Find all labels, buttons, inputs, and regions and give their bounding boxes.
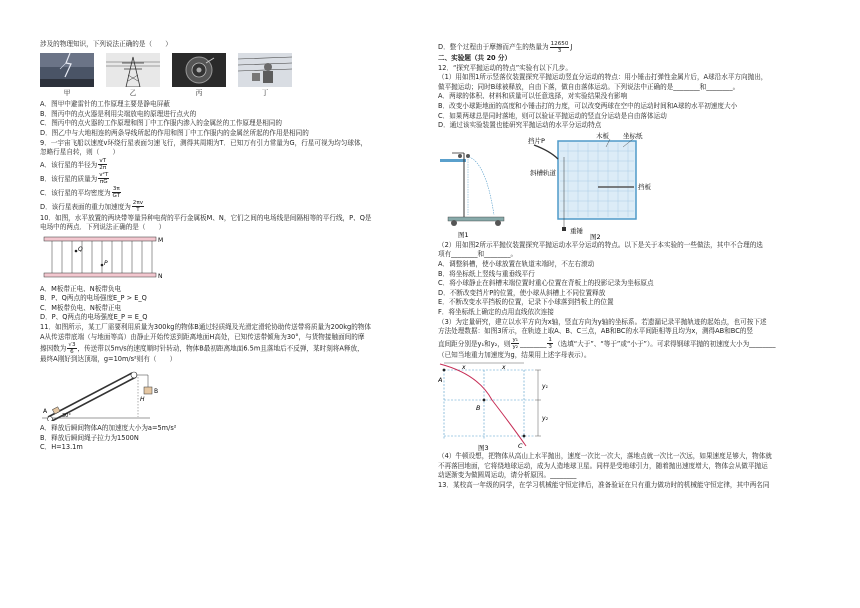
q11-stem-3: 擦因数为 $\frac{√3}{6}$ ，传送带以5m/s的速度顺时针转动，物体B最初距离地面6.5m且落地后不反弹，某时刻将A释放， — [40, 342, 364, 356]
fig3-caption: 图3 — [478, 444, 489, 453]
q8-photo-captions — [40, 89, 412, 99]
q8-stem-tail: 涉及的物理知识，下列说法正确的是（ ） — [40, 40, 172, 48]
figure-1 — [440, 153, 504, 239]
heat-fraction: $\frac{12650}{3}$ — [550, 40, 569, 54]
point-b-label: B — [476, 404, 481, 413]
height-h-label: H — [140, 395, 145, 403]
q13-stem: 13．某校高一年级的同学，在学习机械能守恒定律后，准备验证在只有重力做功时的机械能守恒定律，其中两名同 — [438, 481, 770, 490]
block-a-label: A — [43, 407, 48, 415]
fig1-caption: 图1 — [458, 230, 469, 239]
q11-option-d: D．整个过程由于摩擦而产生的热量为 $\frac{12650}{3}$ J — [438, 40, 573, 54]
mu-fraction: $\frac{√3}{6}$ — [68, 342, 76, 356]
q11-figure — [40, 365, 412, 425]
fraction: $\frac{3\pi}{GT}$ — [112, 186, 121, 200]
q10-option-b: B．P、Q两点的电场强度E_P > E_Q — [40, 294, 147, 303]
q8-option-d: D．图乙中与大地相连的两条导线所起的作用和图丁中工作服内的金属丝所起的作用是相同的 — [40, 128, 309, 137]
caption-bing: 丙 — [195, 88, 203, 97]
fraction: $\frac{vT}{2\pi}$ — [99, 158, 107, 172]
left-column — [40, 40, 412, 453]
q10-stem: 10．如图，水平放置的两块带等量异种电荷的平行金属板M、N，它们之间的电场线是间隔相等的平行线，P、Q是 — [40, 213, 372, 222]
q12-part1-line2: 做平抛运动；同时B球被释放，自由下落，做自由落体运动。下列说法中正确的是________和________。 — [438, 82, 740, 91]
ratio-fraction: $\frac{\text{y₁}}{\text{y₂}}$ — [512, 337, 518, 351]
q12-part2-line1: （2）用如图2所示平抛仪装置探究平抛运动水平分运动的特点。以下是关于本实验的一些做法，其中不合理的选 — [438, 240, 763, 249]
q12-part1-option-d: D．通过该实验装置也能研究平抛运动的水平分运动特点 — [438, 121, 602, 130]
q10-figure — [40, 233, 412, 285]
point-c-label: C — [518, 442, 523, 451]
angle-label: 30° — [62, 412, 71, 419]
section-title: 二、实验题（共 20 分） — [438, 54, 512, 62]
caption-jia: 甲 — [63, 88, 71, 97]
q12-part1-option-c: C．如果两球总是同时落地，则可以验证平抛运动的竖直分运动是自由落体运动 — [438, 111, 667, 120]
baffle-p-label: 挡片P — [528, 136, 545, 145]
x2-label: x — [502, 364, 506, 372]
figure-2 — [528, 131, 652, 241]
q11-stem-4: 最终A刚好到达顶端，g=10m/s²则有（ ） — [40, 355, 177, 364]
q9-option-b: B．该行星的质量为 $\frac{\text{v²T}}{\pi G}$ — [40, 172, 109, 186]
q9-stem-2: 忽略行星自转，则（ ） — [40, 148, 120, 157]
q12-part2-option-a: A．调整斜槽，使小球放置在轨道末端时，不左右滚动 — [438, 259, 595, 268]
q8-option-a: A．图甲中避雷针的工作原理主要是静电屏蔽 — [40, 100, 170, 109]
q12-part4-line1: （4）牛顿设想，把物体从高山上水平抛出，速度一次比一次大，落地点就一次比一次远，如果速度足够大，物体就 — [438, 452, 772, 461]
fraction: $\frac{2\pi v}{T}$ — [132, 200, 144, 214]
q11-option-b: B．释放后瞬间绳子拉力为1500N — [40, 433, 139, 442]
q12-part2-option-b: B．将坐标纸上竖线与重垂线平行 — [438, 269, 535, 278]
one-third-fraction: $\frac{1}{3}$ — [548, 337, 552, 351]
right-column — [438, 40, 818, 491]
q10-option-a: A．M板带正电、N板带负电 — [40, 284, 122, 293]
q9-option-d: D．该行星表面的重力加速度为 $\frac{2\pi v}{T}$ — [40, 200, 144, 214]
q12-part4-line3: 动逐渐变为做圆周运动，请分析原因。________ — [438, 471, 577, 480]
point-a-label: A — [438, 376, 443, 385]
q9-stem: 9．一宇宙飞船以速度v环绕行星表面匀速飞行，测得其周期为T．已知万有引力常量为G，行星可视为均匀球体， — [40, 138, 368, 147]
gas-igniter-photo — [172, 53, 226, 87]
fraction: $\frac{\text{v²T}}{\pi G}$ — [99, 172, 109, 186]
q12-part3-line2: 方法处理数据：如图3所示，在轨迹上取A、B、C三点，AB和BC的水平间距相等且均为x，测得AB和BC的竖 — [438, 327, 753, 336]
q12-part2-option-e: E．不断改变水平挡板的位置，记录下小球落到挡板上的位置 — [438, 298, 614, 307]
q10-stem-2: 电场中的两点．下列说法正确的是（ ） — [40, 223, 166, 232]
point-p-label: P — [104, 259, 108, 267]
q12-part1-line1: （1）用如图1所示竖落仪装置探究平抛运动竖直分运动的特点：用小锤击打弹性金属片后，A球沿水平方向抛出， — [438, 73, 768, 82]
q12-part4-line2: 不再落回地面，它将绕地球运动，成为人造地球卫星。同样是受地球引力，随着抛出速度增大，物体会从做平抛运 — [438, 461, 768, 470]
q8-option-b: B．图丙中的点火器是利用尖端放电的原理进行点火的 — [40, 109, 197, 118]
grid-paper-label: 坐标纸 — [623, 131, 643, 140]
board-label: 木板 — [596, 131, 609, 140]
worker-suit-photo — [238, 53, 292, 87]
q10-option-c: C．M板带负电、N板带正电 — [40, 303, 122, 312]
q12-part2-option-c: C．将小球静止在斜槽末端位置时重心位置在背板上的投影记录为坐标原点 — [438, 279, 654, 288]
q11-option-a: A．释放后瞬间物体A的加速度大小为a=5m/s² — [40, 424, 177, 433]
q12-part2-option-d: D．不断改变挡片P的位置，使小球从斜槽上不同位置释放 — [438, 288, 606, 297]
q12-part1-option-b: B．改变小球距地面的高度和小锤击打的力度，可以改变两球在空中的运动时间和A球的水平初速度大小 — [438, 101, 738, 110]
plumb-label: 重锤 — [570, 226, 583, 235]
plate-n-label: N — [158, 272, 163, 280]
q8-photos — [40, 53, 412, 87]
plate-m-label: M — [158, 236, 164, 244]
q12-part1-option-a: A．两球的体积、材料和质量可以任意选择，对实验结果没有影响 — [438, 92, 628, 101]
caption-ding: 丁 — [261, 88, 269, 97]
caption-yi: 乙 — [129, 88, 137, 97]
q9-option-a: A．该行星的半径为 $\frac{vT}{2\pi}$ — [40, 158, 107, 172]
lightning-rod-photo — [40, 53, 94, 87]
x1-label: x — [462, 364, 466, 372]
q11-option-c: C．H=13.1m — [40, 443, 83, 452]
q12-part3-line1: （3）为定量研究，建立以水平方向为x轴，竖直方向为y轴的坐标系。若遗漏记录平抛轨迹的起始点，也可按下述 — [438, 317, 767, 326]
q10-option-d: D．P、Q两点的电场强度E_P = E_Q — [40, 313, 148, 322]
track-label: 斜槽轨道 — [530, 168, 556, 177]
q8-option-c: C．图丙中的点火器的工作原理和图丁中工作服内渗入的金属丝的工作原理是相同的 — [40, 119, 282, 128]
fig2-caption: 图2 — [590, 232, 601, 241]
block-b-label: B — [154, 387, 159, 395]
y2-label: y₂ — [542, 415, 548, 423]
power-tower-photo — [106, 53, 160, 87]
point-q-label: Q — [78, 245, 83, 253]
q12-figures — [438, 131, 818, 241]
y1-label: y₁ — [542, 383, 548, 391]
baffle-label: 挡板 — [638, 182, 651, 191]
q12-part2-option-f: F．将坐标纸上确定的点用直线依次连接 — [438, 307, 554, 316]
figure-3 — [438, 360, 818, 452]
q11-stem-2: A从传送带底端（与地面等高）由静止开始传送到距离地面H高处，已知传送带倾角为30°，与货物接触面间的摩 — [40, 332, 365, 341]
q12-part2-line2: 项有________和________。 — [438, 250, 518, 259]
q12-stem: 12．“探究平抛运动的特点”实验有以下几步。 — [438, 63, 572, 72]
q12-part3-line4: （已知当地重力加速度为g，结果用上述字母表示）。 — [438, 350, 591, 359]
q11-stem-1: 11．如图所示，某工厂需要利用质量为300kg的物体B通过轻质绳及光滑定滑轮协助传送带将质量为200kg的物体 — [40, 322, 372, 331]
q12-part3-line3: 直间距分别是y₁和y₂，则 $\frac{\text{y₁}}{\text{y₂}}$ ________ $\frac{1}{3}$ （选填“大于”、“等于”或“小于”）。可求得钢球平抛的初速度大小为________ — [438, 337, 776, 351]
q9-option-c: C．该行星的平均密度为 $\frac{3\pi}{GT}$ — [40, 186, 121, 200]
